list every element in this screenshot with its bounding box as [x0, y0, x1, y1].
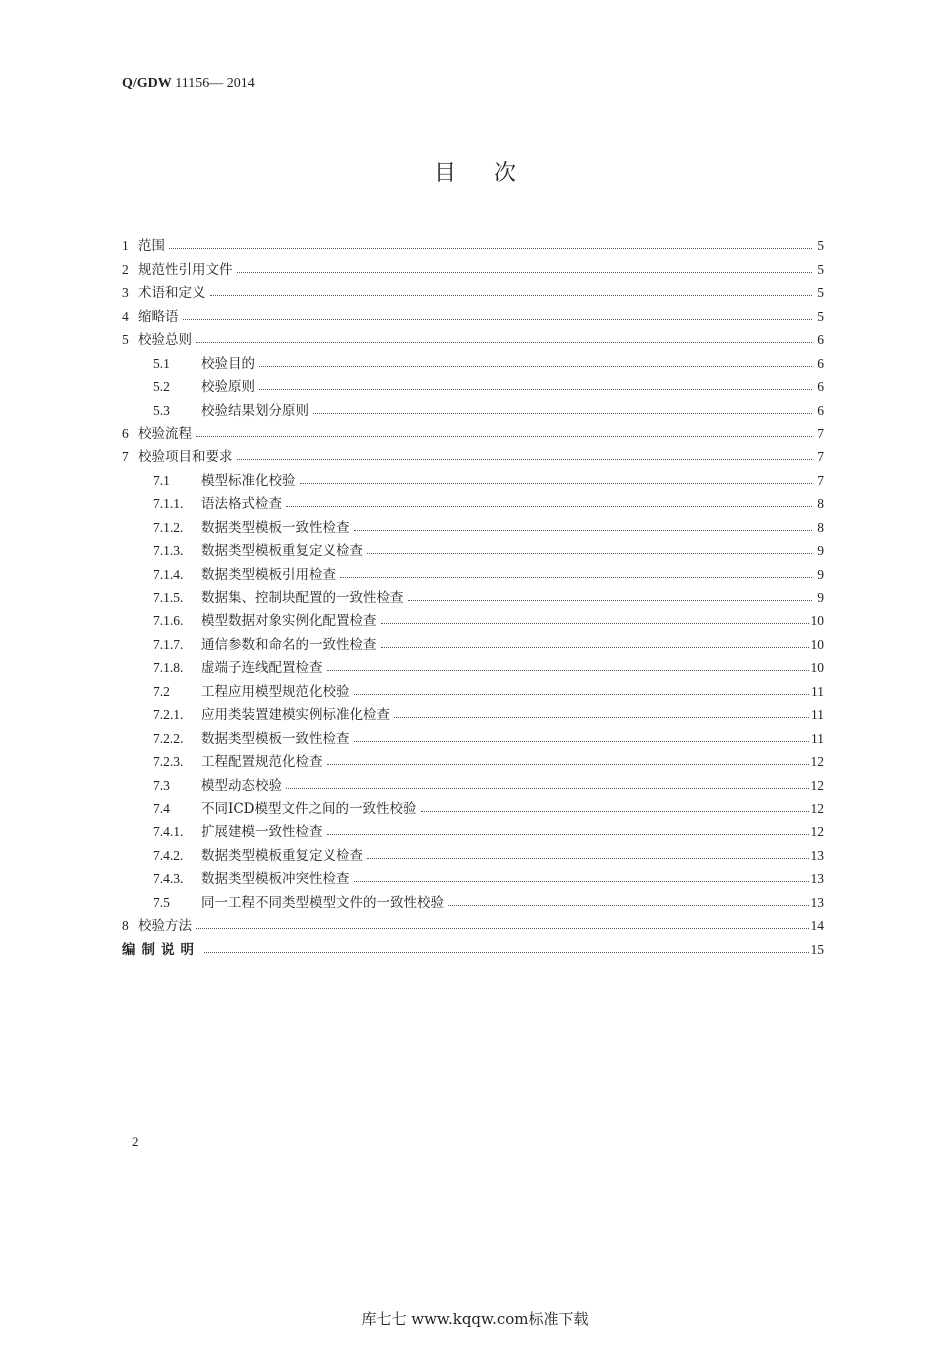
dot-leader [381, 623, 809, 624]
toc-page: 7 [817, 425, 824, 441]
toc-number: 7.1.7. [153, 636, 184, 652]
footer-watermark: 库七七 www.kqqw.com标准下载 [361, 1310, 589, 1328]
dot-leader [196, 928, 809, 929]
toc-title: 模型数据对象实例化配置检查 [201, 613, 377, 630]
dot-leader [327, 764, 809, 765]
toc-number: 7.1.4. [153, 566, 184, 582]
toc-entry[interactable] [122, 676, 824, 699]
dot-leader [210, 295, 813, 296]
dot-leader [367, 553, 812, 554]
toc-entry[interactable] [122, 770, 824, 793]
toc-page: 15 [810, 941, 824, 957]
dot-leader [196, 342, 812, 343]
toc-title: 工程配置规范化检查 [201, 754, 323, 771]
toc-page: 10 [810, 660, 824, 676]
toc-number: 7.1 [153, 472, 170, 488]
toc-page: 10 [810, 636, 824, 652]
toc-number: 7.4.2. [153, 847, 184, 863]
toc-entry[interactable] [122, 934, 824, 957]
toc-entry[interactable] [122, 465, 824, 488]
toc-title: 数据类型模板冲突性检查 [201, 871, 350, 888]
toc-page: 13 [810, 871, 824, 887]
toc-title: 数据集、控制块配置的一致性检查 [201, 590, 404, 606]
toc-entry[interactable] [122, 887, 824, 910]
toc-entry[interactable] [122, 606, 824, 629]
toc-number: 7.1.5. [153, 590, 184, 605]
code-prefix: Q/GDW [122, 76, 172, 91]
toc-entry[interactable] [122, 911, 824, 934]
toc-number: 7.3 [153, 777, 170, 793]
toc-title: 虚端子连线配置检查 [201, 660, 323, 677]
toc-title: 模型动态校验 [201, 777, 282, 794]
toc-title: 缩略语 [138, 308, 179, 325]
dot-leader [259, 366, 812, 367]
toc-number: 6 [122, 425, 129, 441]
toc-title: 应用类装置建模实例标准化检查 [201, 707, 390, 724]
toc-entry[interactable] [122, 536, 824, 559]
dot-leader [237, 459, 813, 460]
toc-title: 扩展建模一致性检查 [201, 824, 323, 841]
dot-leader [354, 741, 810, 742]
toc-number: 7 [122, 449, 129, 465]
document-code [122, 76, 255, 92]
toc-entry[interactable] [122, 629, 824, 652]
toc-number: 4 [122, 308, 129, 324]
toc-title: 校验总则 [138, 332, 192, 349]
dot-leader [381, 647, 809, 648]
toc-entry[interactable] [122, 794, 824, 817]
dot-leader [354, 881, 809, 882]
toc-entry[interactable] [122, 700, 824, 723]
dot-leader [196, 436, 812, 437]
toc-entry[interactable] [122, 747, 824, 770]
toc-page: 8 [817, 519, 824, 535]
toc-title: 数据类型模板一致性检查 [201, 519, 350, 536]
toc-title: 校验结果划分原则 [201, 402, 309, 419]
toc-entry[interactable] [122, 395, 824, 418]
toc-number: 7.1.3. [153, 543, 184, 559]
dot-leader [327, 834, 809, 835]
page-number: 2 [132, 1134, 139, 1149]
dot-leader [259, 389, 812, 390]
toc-number: 7.2.2. [153, 730, 184, 746]
toc-entry[interactable] [122, 583, 824, 606]
toc-title: 数据类型模板重复定义检查 [201, 543, 363, 560]
toc-entry[interactable] [122, 419, 824, 442]
dot-leader [340, 577, 812, 578]
toc-page: 9 [817, 566, 824, 582]
toc-number: 2 [122, 261, 129, 277]
toc-number: 8 [122, 918, 129, 934]
table-of-contents [122, 231, 824, 958]
dot-leader [408, 600, 813, 601]
dot-leader [286, 506, 812, 507]
toc-title: 校验方法 [138, 918, 192, 935]
toc-entry[interactable] [122, 864, 824, 887]
toc-title: 数据类型模板一致性检查 [201, 730, 350, 747]
toc-number: 5.3 [153, 402, 170, 418]
toc-page: 11 [811, 730, 824, 746]
toc-entry[interactable] [122, 559, 824, 582]
toc-page: 12 [810, 754, 824, 770]
toc-entry[interactable] [122, 817, 824, 840]
toc-title: 不同ICD模型文件之间的一致性校验 [201, 800, 417, 817]
toc-number: 5.1 [153, 355, 170, 371]
toc-title: 校验项目和要求 [138, 449, 233, 466]
toc-entry[interactable] [122, 325, 824, 348]
dot-leader [204, 952, 809, 953]
toc-number: 5 [122, 332, 129, 348]
toc-title: 模型标准化校验 [201, 472, 296, 489]
toc-page: 6 [817, 355, 824, 371]
toc-number: 7.4.1. [153, 824, 184, 840]
toc-title: 校验目的 [201, 355, 255, 372]
toc-title: 术语和定义 [138, 285, 206, 302]
toc-entry[interactable] [122, 254, 824, 277]
toc-page: 11 [811, 707, 824, 723]
toc-page: 13 [810, 894, 824, 910]
toc-title: 范围 [138, 238, 165, 255]
toc-number: 7.5 [153, 894, 170, 910]
toc-number: 7.4 [153, 800, 170, 816]
toc-title: 校验原则 [201, 379, 255, 396]
dot-leader [448, 905, 809, 906]
toc-number: 7.1.6. [153, 613, 184, 629]
toc-page: 5 [817, 285, 824, 301]
dot-leader [354, 694, 810, 695]
toc-title: 语法格式检查 [201, 496, 282, 513]
page-title: 目次 [433, 161, 554, 186]
toc-number: 7.1.1. [153, 496, 184, 512]
toc-number: 7.4.3. [153, 871, 184, 887]
toc-page: 9 [817, 590, 824, 605]
toc-entry[interactable] [122, 840, 824, 863]
toc-page: 5 [817, 238, 824, 254]
toc-page: 8 [817, 496, 824, 512]
toc-entry[interactable] [122, 278, 824, 301]
toc-number: 7.2.3. [153, 754, 184, 770]
toc-page: 6 [817, 379, 824, 395]
dot-leader [286, 788, 809, 789]
toc-page: 7 [817, 472, 824, 488]
dot-leader [327, 670, 809, 671]
toc-title: 编制说明 [122, 941, 200, 958]
toc-page: 9 [817, 543, 824, 559]
toc-entry[interactable] [122, 372, 824, 395]
toc-entry[interactable] [122, 348, 824, 371]
dot-leader [394, 717, 809, 718]
toc-entry[interactable] [122, 442, 824, 465]
code-number: 11156— 2014 [171, 76, 255, 91]
toc-page: 12 [810, 800, 824, 816]
toc-page: 5 [817, 308, 824, 324]
toc-number: 3 [122, 285, 129, 301]
toc-number: 7.1.2. [153, 519, 184, 535]
toc-page: 12 [810, 824, 824, 840]
toc-page: 7 [817, 449, 824, 465]
toc-title: 数据类型模板引用检查 [201, 566, 336, 583]
dot-leader [300, 483, 813, 484]
toc-title: 同一工程不同类型模型文件的一致性校验 [201, 894, 444, 911]
dot-leader [313, 413, 812, 414]
toc-number: 7.1.8. [153, 660, 184, 676]
toc-title: 校验流程 [138, 425, 192, 442]
dot-leader [237, 272, 813, 273]
dot-leader [354, 530, 813, 531]
toc-page: 13 [810, 847, 824, 863]
dot-leader [169, 248, 812, 249]
toc-page: 11 [811, 683, 824, 699]
dot-leader [367, 858, 809, 859]
toc-entry[interactable] [122, 512, 824, 535]
toc-number: 7.2.1. [153, 707, 184, 723]
toc-title: 通信参数和命名的一致性检查 [201, 636, 377, 653]
dot-leader [183, 319, 813, 320]
toc-page: 14 [810, 918, 824, 934]
toc-entry[interactable] [122, 653, 824, 676]
toc-number: 1 [122, 238, 129, 254]
toc-page: 12 [810, 777, 824, 793]
toc-title: 数据类型模板重复定义检查 [201, 847, 363, 864]
toc-page: 10 [810, 613, 824, 629]
dot-leader [421, 811, 809, 812]
toc-page: 6 [817, 402, 824, 418]
toc-number: 5.2 [153, 379, 170, 395]
toc-entry[interactable] [122, 231, 824, 254]
toc-entry[interactable] [122, 301, 824, 324]
toc-page: 6 [817, 332, 824, 348]
toc-title: 规范性引用文件 [138, 261, 233, 278]
toc-page: 5 [817, 261, 824, 277]
toc-entry[interactable] [122, 489, 824, 512]
toc-entry[interactable] [122, 723, 824, 746]
toc-title: 工程应用模型规范化校验 [201, 683, 350, 700]
toc-number: 7.2 [153, 683, 170, 699]
